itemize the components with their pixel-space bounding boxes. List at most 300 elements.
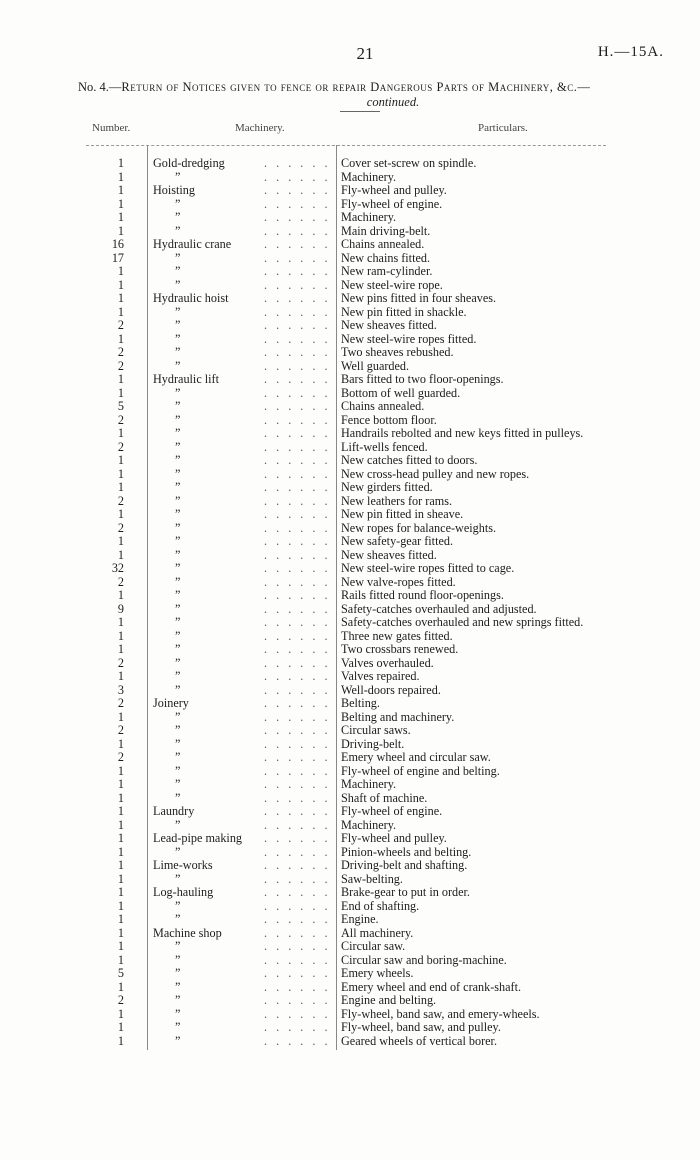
number-cell: 1 bbox=[117, 169, 124, 184]
number-cell: 1 bbox=[117, 1006, 124, 1021]
leader-dots: . . . . . . bbox=[264, 237, 331, 251]
table-row bbox=[0, 387, 700, 401]
leader-dots: . . . . . . bbox=[264, 885, 331, 899]
column-headers bbox=[0, 122, 700, 138]
table-row bbox=[0, 238, 700, 252]
particulars-cell: New leathers for rams. bbox=[341, 494, 452, 508]
particulars-cell: Machinery. bbox=[341, 778, 397, 791]
particulars-cell: Chains annealed. bbox=[341, 400, 425, 413]
particulars-cell: Fly-wheel, band saw, and pulley. bbox=[341, 1021, 501, 1034]
machinery-cell: ” bbox=[175, 980, 181, 994]
leader-dots: . . . . . . bbox=[264, 520, 331, 535]
leader-dots: . . . . . . bbox=[264, 466, 331, 481]
number-cell: 1 bbox=[117, 547, 124, 562]
leader-dots: . . . . . . bbox=[264, 682, 331, 697]
table-row bbox=[0, 792, 700, 806]
table-row bbox=[0, 265, 700, 279]
leader-dots: . . . . . . bbox=[264, 655, 331, 670]
machinery-cell: ” bbox=[175, 440, 181, 454]
table-row bbox=[0, 940, 700, 954]
particulars-cell: Emery wheels. bbox=[341, 967, 414, 980]
particulars-cell: Fly-wheel, band saw, and emery-wheels. bbox=[341, 1007, 540, 1021]
number-cell: 3 bbox=[117, 682, 124, 697]
machinery-cell: ” bbox=[175, 170, 181, 184]
machinery-cell: ” bbox=[175, 197, 181, 211]
particulars-cell: Brake-gear to put in order. bbox=[341, 886, 470, 899]
number-cell: 1 bbox=[117, 912, 124, 926]
number-cell: 1 bbox=[117, 156, 124, 170]
leader-dots: . . . . . . bbox=[264, 709, 331, 724]
leader-dots: . . . . . . bbox=[264, 358, 331, 373]
table-row bbox=[0, 427, 700, 441]
particulars-cell: Pinion-wheels and belting. bbox=[341, 845, 472, 859]
leader-dots: . . . . . . bbox=[264, 318, 331, 332]
table-row bbox=[0, 252, 700, 266]
table-row bbox=[0, 576, 700, 590]
number-cell: 1 bbox=[117, 588, 124, 602]
heading-rule bbox=[340, 111, 380, 112]
number-cell: 1 bbox=[117, 223, 124, 238]
number-cell: 1 bbox=[117, 291, 124, 305]
table-row bbox=[0, 954, 700, 968]
number-cell: 1 bbox=[117, 831, 124, 845]
machinery-cell: Lead-pipe making bbox=[153, 832, 243, 845]
machinery-cell: ” bbox=[175, 535, 181, 548]
table-row bbox=[0, 225, 700, 239]
table-row bbox=[0, 495, 700, 509]
table-row bbox=[0, 346, 700, 360]
leader-dots: . . . . . . bbox=[264, 439, 331, 454]
leader-dots: . . . . . . bbox=[264, 210, 331, 224]
number-cell: 2 bbox=[117, 345, 124, 359]
number-cell: 1 bbox=[117, 210, 124, 224]
machinery-cell: ” bbox=[175, 319, 181, 332]
particulars-cell: Saw-belting. bbox=[341, 872, 403, 886]
machinery-cell: ” bbox=[175, 845, 181, 859]
table-row bbox=[0, 279, 700, 293]
particulars-cell: Machinery. bbox=[341, 211, 397, 224]
leader-dots: . . . . . . bbox=[264, 426, 331, 440]
number-cell: 2 bbox=[117, 723, 124, 737]
table-row bbox=[0, 805, 700, 819]
table-row bbox=[0, 589, 700, 603]
machinery-cell: Machine shop bbox=[153, 926, 222, 940]
particulars-cell: Three new gates fitted. bbox=[341, 629, 453, 643]
machinery-cell: ” bbox=[175, 454, 181, 467]
machinery-cell: Hydraulic lift bbox=[153, 373, 219, 386]
leader-dots: . . . . . . bbox=[264, 844, 331, 859]
machinery-cell: ” bbox=[175, 346, 181, 359]
table-row bbox=[0, 697, 700, 711]
particulars-cell: Driving-belt and shafting. bbox=[341, 859, 468, 872]
heading-title: Return of Notices given to fence or repair Dangerous Parts of Machinery, &c.— bbox=[121, 80, 591, 94]
leader-dots: . . . . . . bbox=[264, 264, 331, 278]
machinery-cell: ” bbox=[175, 764, 181, 778]
leader-dots: . . . . . . bbox=[264, 939, 331, 953]
leader-dots: . . . . . . bbox=[264, 507, 331, 521]
leader-dots: . . . . . . bbox=[264, 1020, 331, 1034]
particulars-cell: New steel-wire ropes fitted to cage. bbox=[341, 562, 515, 575]
particulars-cell: New pins fitted in four sheaves. bbox=[341, 292, 497, 305]
heading-continued: continued. bbox=[366, 95, 420, 109]
table-row bbox=[0, 1021, 700, 1035]
number-cell: 2 bbox=[117, 696, 124, 710]
table-row bbox=[0, 900, 700, 914]
particulars-cell: New valve-ropes fitted. bbox=[341, 575, 456, 589]
leader-dots: . . . . . . bbox=[264, 898, 331, 913]
machinery-cell: ” bbox=[175, 359, 181, 373]
number-cell: 9 bbox=[117, 601, 124, 616]
leader-dots: . . . . . . bbox=[264, 1006, 331, 1021]
leader-dots: . . . . . . bbox=[264, 480, 331, 494]
number-cell: 1 bbox=[117, 979, 124, 994]
number-cell: 2 bbox=[117, 439, 124, 454]
machinery-cell: ” bbox=[175, 872, 181, 886]
table-row bbox=[0, 184, 700, 198]
particulars-cell: Fly-wheel of engine. bbox=[341, 805, 443, 818]
leader-dots: . . . . . . bbox=[264, 817, 331, 832]
particulars-cell: Shaft of machine. bbox=[341, 791, 428, 805]
number-cell: 2 bbox=[117, 493, 124, 508]
machinery-cell: Laundry bbox=[153, 805, 195, 818]
particulars-cell: Circular saw. bbox=[341, 940, 406, 953]
number-cell: 2 bbox=[117, 574, 124, 589]
particulars-cell: Emery wheel and end of crank-shaft. bbox=[341, 980, 522, 994]
number-cell: 1 bbox=[117, 372, 124, 386]
table-heading bbox=[78, 80, 668, 110]
number-cell: 2 bbox=[117, 655, 124, 670]
table-row bbox=[0, 1008, 700, 1022]
table-row bbox=[0, 819, 700, 833]
machinery-cell: ” bbox=[175, 427, 181, 440]
number-cell: 2 bbox=[117, 412, 124, 427]
leader-dots: . . . . . . bbox=[264, 952, 331, 967]
table-row bbox=[0, 454, 700, 468]
machinery-cell: ” bbox=[175, 278, 181, 292]
leader-dots: . . . . . . bbox=[264, 790, 331, 805]
machinery-cell: ” bbox=[175, 265, 181, 278]
machinery-cell: ” bbox=[175, 994, 181, 1007]
leader-dots: . . . . . . bbox=[264, 871, 331, 886]
particulars-cell: New steel-wire ropes fitted. bbox=[341, 332, 477, 346]
leader-dots: . . . . . . bbox=[264, 372, 331, 386]
particulars-cell: Main driving-belt. bbox=[341, 224, 431, 238]
machinery-cell: Hydraulic hoist bbox=[153, 292, 229, 305]
table-row bbox=[0, 630, 700, 644]
table-row bbox=[0, 927, 700, 941]
number-cell: 1 bbox=[117, 304, 124, 319]
leader-dots: . . . . . . bbox=[264, 925, 331, 940]
leader-dots: . . . . . . bbox=[264, 534, 331, 548]
table-row bbox=[0, 967, 700, 981]
heading-prefix: No. 4.— bbox=[78, 80, 122, 94]
leader-dots: . . . . . . bbox=[264, 804, 331, 818]
leader-dots: . . . . . . bbox=[264, 547, 331, 562]
table-row bbox=[0, 400, 700, 414]
machinery-cell: ” bbox=[175, 481, 181, 494]
leader-dots: . . . . . . bbox=[264, 493, 331, 508]
machinery-cell: ” bbox=[175, 548, 181, 562]
machinery-cell: ” bbox=[175, 521, 181, 535]
particulars-cell: Handrails rebolted and new keys fitted in pulleys. bbox=[341, 427, 584, 440]
number-cell: 1 bbox=[117, 534, 124, 548]
machinery-cell: ” bbox=[175, 494, 181, 508]
leader-dots: . . . . . . bbox=[264, 723, 331, 737]
machinery-cell: ” bbox=[175, 940, 181, 953]
particulars-cell: Valves overhauled. bbox=[341, 656, 434, 670]
leader-dots: . . . . . . bbox=[264, 763, 331, 778]
particulars-cell: Circular saw and boring-machine. bbox=[341, 953, 507, 967]
table-row bbox=[0, 859, 700, 873]
table-row bbox=[0, 846, 700, 860]
number-cell: 1 bbox=[117, 453, 124, 467]
leader-dots: . . . . . . bbox=[264, 642, 331, 656]
machinery-cell: ” bbox=[175, 643, 181, 656]
machinery-cell: ” bbox=[175, 778, 181, 791]
table-row bbox=[0, 306, 700, 320]
machinery-cell: ” bbox=[175, 737, 181, 751]
number-cell: 1 bbox=[117, 777, 124, 791]
machinery-cell: ” bbox=[175, 562, 181, 575]
column-header-machinery: Machinery. bbox=[235, 122, 285, 134]
leader-dots: . . . . . . bbox=[264, 156, 331, 170]
particulars-cell: Bottom of well guarded. bbox=[341, 386, 461, 400]
number-cell: 5 bbox=[117, 966, 124, 980]
number-cell: 1 bbox=[117, 385, 124, 400]
leader-dots: . . . . . . bbox=[264, 453, 331, 467]
number-cell: 1 bbox=[117, 426, 124, 440]
table-row bbox=[0, 360, 700, 374]
particulars-cell: Well guarded. bbox=[341, 359, 410, 373]
leader-dots: . . . . . . bbox=[264, 615, 331, 629]
machinery-cell: ” bbox=[175, 1034, 181, 1048]
table-row bbox=[0, 535, 700, 549]
leader-dots: . . . . . . bbox=[264, 601, 331, 616]
leader-dots: . . . . . . bbox=[264, 223, 331, 238]
particulars-cell: Engine and belting. bbox=[341, 994, 437, 1007]
number-cell: 1 bbox=[117, 817, 124, 832]
table-row bbox=[0, 724, 700, 738]
particulars-cell: Lift-wells fenced. bbox=[341, 440, 428, 454]
particulars-cell: Valves repaired. bbox=[341, 670, 420, 683]
table-row bbox=[0, 670, 700, 684]
notices-table bbox=[0, 157, 700, 1048]
leader-dots: . . . . . . bbox=[264, 169, 331, 184]
machinery-cell: ” bbox=[175, 1021, 181, 1034]
leader-dots: . . . . . . bbox=[264, 196, 331, 211]
machinery-cell: ” bbox=[175, 386, 181, 400]
table-row bbox=[0, 1035, 700, 1049]
table-row bbox=[0, 886, 700, 900]
particulars-cell: Cover set-screw on spindle. bbox=[341, 157, 477, 170]
page-number: 21 bbox=[356, 44, 374, 63]
table-row bbox=[0, 684, 700, 698]
table-row bbox=[0, 522, 700, 536]
number-cell: 1 bbox=[117, 669, 124, 683]
particulars-cell: All machinery. bbox=[341, 926, 414, 940]
number-cell: 1 bbox=[117, 1020, 124, 1034]
machinery-cell: ” bbox=[175, 305, 181, 319]
number-cell: 1 bbox=[117, 196, 124, 211]
number-cell: 2 bbox=[117, 358, 124, 373]
particulars-cell: Belting. bbox=[341, 697, 380, 710]
particulars-cell: Circular saws. bbox=[341, 724, 411, 737]
number-cell: 1 bbox=[117, 331, 124, 346]
machinery-cell: ” bbox=[175, 616, 181, 629]
particulars-cell: Engine. bbox=[341, 913, 379, 926]
table-row bbox=[0, 198, 700, 212]
table-row bbox=[0, 873, 700, 887]
table-row bbox=[0, 913, 700, 927]
particulars-cell: New ram-cylinder. bbox=[341, 265, 433, 278]
number-cell: 1 bbox=[117, 264, 124, 278]
table-row bbox=[0, 319, 700, 333]
leader-dots: . . . . . . bbox=[264, 385, 331, 400]
leader-dots: . . . . . . bbox=[264, 574, 331, 589]
column-header-particulars: Particulars. bbox=[478, 122, 528, 134]
particulars-cell: Safety-catches overhauled and new springs fitted. bbox=[341, 616, 584, 629]
particulars-cell: New pin fitted in shackle. bbox=[341, 305, 467, 319]
particulars-cell: Well-doors repaired. bbox=[341, 683, 441, 697]
machinery-cell: ” bbox=[175, 589, 181, 602]
number-cell: 1 bbox=[117, 183, 124, 197]
number-cell: 1 bbox=[117, 939, 124, 953]
machinery-cell: Lime-works bbox=[153, 859, 213, 872]
number-cell: 1 bbox=[117, 925, 124, 940]
table-row bbox=[0, 373, 700, 387]
particulars-cell: New sheaves fitted. bbox=[341, 548, 437, 562]
particulars-cell: New safety-gear fitted. bbox=[341, 535, 454, 548]
particulars-cell: Driving-belt. bbox=[341, 737, 405, 751]
number-cell: 1 bbox=[117, 615, 124, 629]
table-row bbox=[0, 508, 700, 522]
number-cell: 1 bbox=[117, 858, 124, 872]
leader-dots: . . . . . . bbox=[264, 291, 331, 305]
machinery-cell: ” bbox=[175, 629, 181, 643]
particulars-cell: Machinery. bbox=[341, 170, 397, 184]
number-cell: 1 bbox=[117, 763, 124, 778]
machinery-cell: ” bbox=[175, 575, 181, 589]
number-cell: 1 bbox=[117, 736, 124, 751]
particulars-cell: New ropes for balance-weights. bbox=[341, 521, 496, 535]
particulars-cell: Two sheaves rebushed. bbox=[341, 346, 454, 359]
leader-dots: . . . . . . bbox=[264, 831, 331, 845]
table-row bbox=[0, 468, 700, 482]
machinery-cell: ” bbox=[175, 913, 181, 926]
leader-dots: . . . . . . bbox=[264, 399, 331, 413]
machinery-cell: Log-hauling bbox=[153, 886, 214, 899]
number-cell: 1 bbox=[117, 898, 124, 913]
table-row bbox=[0, 157, 700, 171]
table-row bbox=[0, 414, 700, 428]
machinery-cell: Gold-dredging bbox=[153, 157, 225, 170]
number-cell: 1 bbox=[117, 507, 124, 521]
particulars-cell: New pin fitted in sheave. bbox=[341, 508, 464, 521]
machinery-cell: ” bbox=[175, 899, 181, 913]
leader-dots: . . . . . . bbox=[264, 858, 331, 872]
table-row bbox=[0, 549, 700, 563]
table-row bbox=[0, 292, 700, 306]
leader-dots: . . . . . . bbox=[264, 669, 331, 683]
leader-dots: . . . . . . bbox=[264, 1033, 331, 1048]
table-row bbox=[0, 441, 700, 455]
leader-dots: . . . . . . bbox=[264, 912, 331, 926]
table-row bbox=[0, 994, 700, 1008]
leader-dots: . . . . . . bbox=[264, 628, 331, 643]
machinery-cell: ” bbox=[175, 467, 181, 481]
leader-dots: . . . . . . bbox=[264, 331, 331, 346]
particulars-cell: Fly-wheel and pulley. bbox=[341, 832, 447, 845]
machinery-cell: ” bbox=[175, 224, 181, 238]
number-cell: 17 bbox=[111, 250, 124, 265]
machinery-cell: Hydraulic crane bbox=[153, 238, 232, 251]
number-cell: 32 bbox=[111, 561, 124, 575]
machinery-cell: ” bbox=[175, 670, 181, 683]
column-header-number: Number. bbox=[92, 122, 131, 134]
leader-dots: . . . . . . bbox=[264, 183, 331, 197]
leader-dots: . . . . . . bbox=[264, 250, 331, 265]
particulars-cell: Machinery. bbox=[341, 818, 397, 832]
number-cell: 1 bbox=[117, 1033, 124, 1048]
machinery-cell: ” bbox=[175, 751, 181, 764]
table-row bbox=[0, 333, 700, 347]
particulars-cell: New steel-wire rope. bbox=[341, 278, 443, 292]
number-cell: 1 bbox=[117, 642, 124, 656]
leader-dots: . . . . . . bbox=[264, 993, 331, 1007]
table-row bbox=[0, 643, 700, 657]
particulars-cell: New sheaves fitted. bbox=[341, 319, 437, 332]
leader-dots: . . . . . . bbox=[264, 588, 331, 602]
table-row bbox=[0, 481, 700, 495]
number-cell: 1 bbox=[117, 480, 124, 494]
table-row bbox=[0, 603, 700, 617]
particulars-cell: Fly-wheel of engine and belting. bbox=[341, 764, 500, 778]
table-row bbox=[0, 616, 700, 630]
machinery-cell: ” bbox=[175, 791, 181, 805]
machinery-cell: ” bbox=[175, 683, 181, 697]
leader-dots: . . . . . . bbox=[264, 979, 331, 994]
machinery-cell: ” bbox=[175, 724, 181, 737]
table-row bbox=[0, 738, 700, 752]
table-row bbox=[0, 657, 700, 671]
number-cell: 1 bbox=[117, 277, 124, 292]
particulars-cell: New girders fitted. bbox=[341, 481, 433, 494]
number-cell: 1 bbox=[117, 952, 124, 967]
number-cell: 1 bbox=[117, 885, 124, 899]
number-cell: 1 bbox=[117, 709, 124, 724]
machinery-cell: Joinery bbox=[153, 697, 189, 710]
particulars-cell: New catches fitted to doors. bbox=[341, 454, 478, 467]
number-cell: 2 bbox=[117, 993, 124, 1007]
table-row bbox=[0, 562, 700, 576]
particulars-cell: New chains fitted. bbox=[341, 251, 431, 265]
particulars-cell: Fly-wheel of engine. bbox=[341, 197, 443, 211]
number-cell: 2 bbox=[117, 750, 124, 764]
machinery-cell: ” bbox=[175, 953, 181, 967]
number-cell: 1 bbox=[117, 790, 124, 805]
document-reference: H.—15A. bbox=[597, 44, 664, 60]
number-cell: 1 bbox=[117, 871, 124, 886]
machinery-cell: ” bbox=[175, 508, 181, 521]
machinery-cell: ” bbox=[175, 251, 181, 265]
machinery-cell: ” bbox=[175, 413, 181, 427]
leader-dots: . . . . . . bbox=[264, 561, 331, 575]
table-row bbox=[0, 751, 700, 765]
number-cell: 2 bbox=[117, 520, 124, 535]
machinery-cell: ” bbox=[175, 602, 181, 616]
number-cell: 1 bbox=[117, 844, 124, 859]
machinery-cell: ” bbox=[175, 400, 181, 413]
